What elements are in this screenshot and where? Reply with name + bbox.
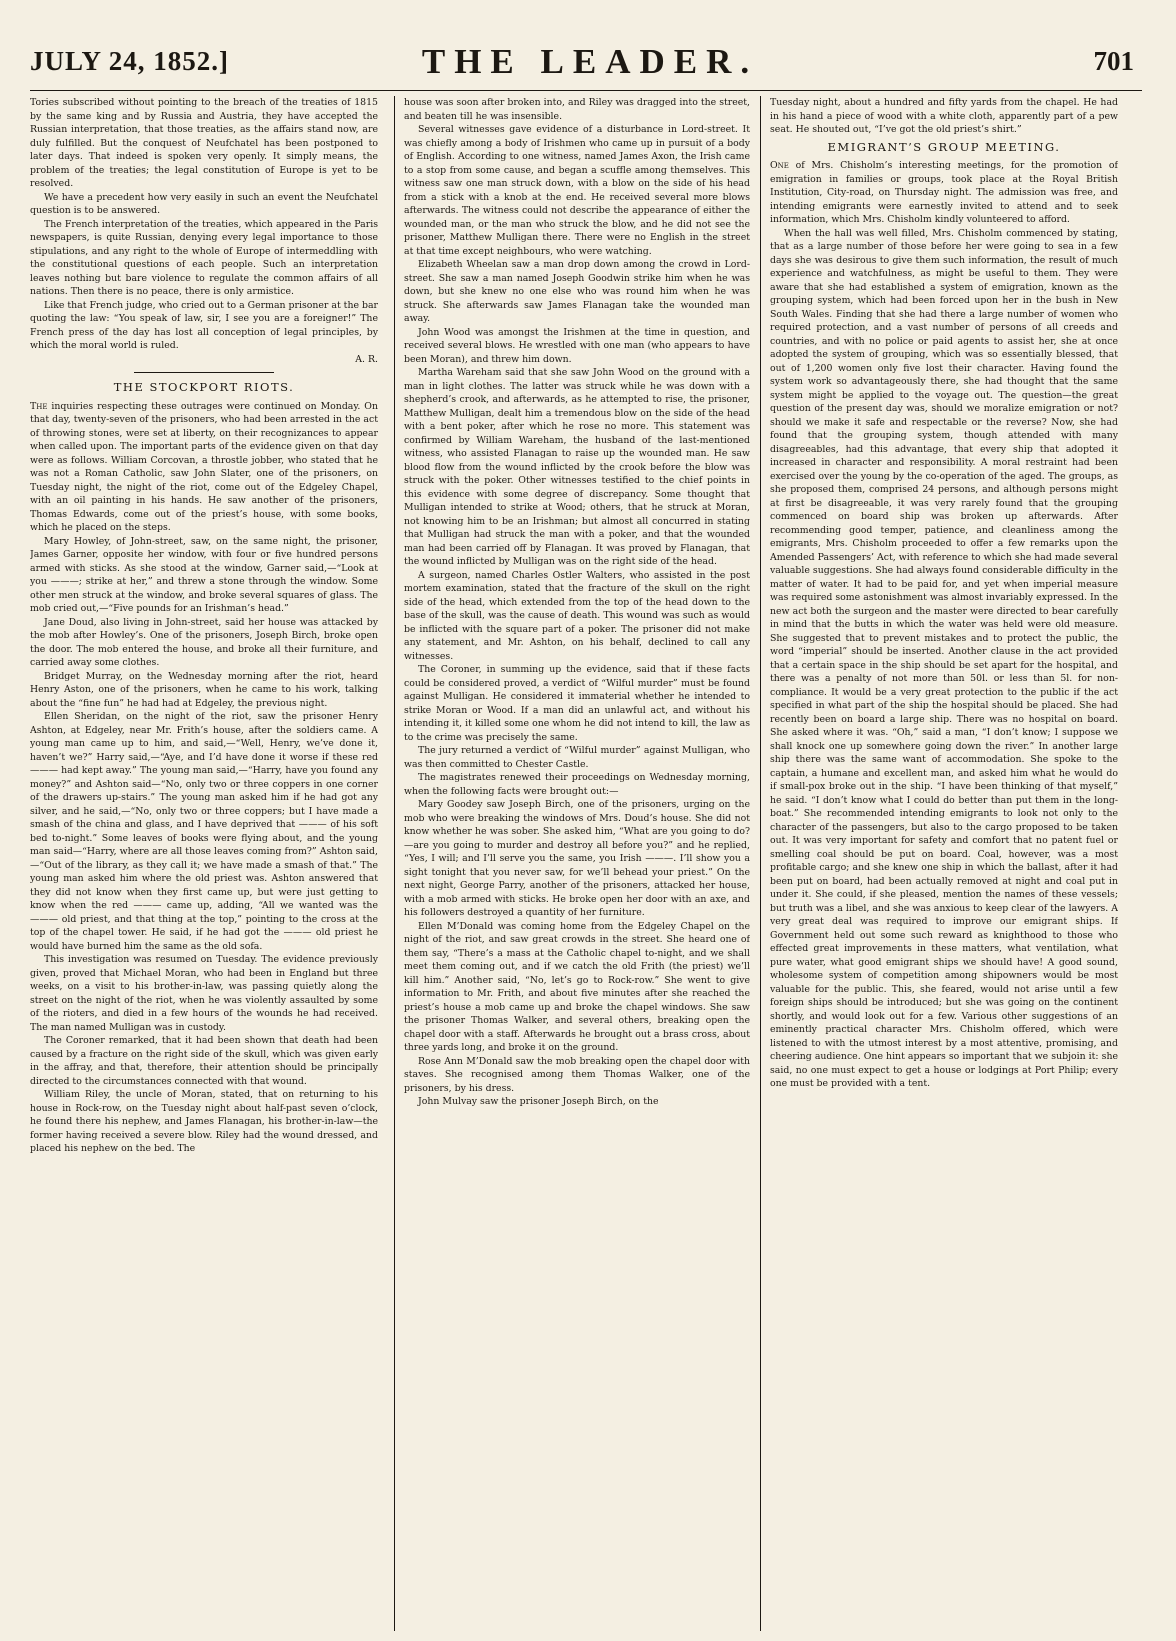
article-paragraph: This investigation was resumed on Tuesday. The evidence previously given, proved that Michael Moran, who had been in England but three weeks, on a visit to his brother-in-law, was passing quietly along the street on the night of the riot, when he was violently assaulted by some of the rioters, and died in a few hours of the wounds he had received. The man named Mulligan was in custody.	[30, 954, 378, 1033]
article-paragraph: The French interpretation of the treaties, which appeared in the Paris newspapers, is quite Russian, denying every legal importance to those stipulations, and any right to the whole of Europe of intermeddling with the constitutional questions of each people. Such an interpretation leaves nothing but bare violence to regulate the common affairs of all nations. Then there is no peace, there is only armistice.	[30, 218, 378, 297]
article-paragraph: Jane Doud, also living in John-street, said her house was attacked by the mob after Howley’s. One of the prisoners, Joseph Birch, broke open the door. The mob entered the house, and broke all their furniture, and carried away some clothes.	[30, 616, 378, 668]
article-paragraph: Martha Wareham said that she saw John Wood on the ground with a man in light clothes. The latter was struck while he was down with a shepherd’s crook, and afterwards, as he attempted to rise, the prisoner, Matthew Mulligan, dealt him a tremendous blow on the side of the head with a bent poker, after which he rose no more. This statement was confirmed by William Wareham, the husband of the last-mentioned witness, who assisted Flanagan to raise up the wounded man. He saw blood flow from the wound inflicted by the crook before the blow was struck with the poker. Other witnesses testified to the chief points in this evidence with some degree of discrepancy. Some thought that Mulligan intended to strike at Wood; others, that he struck at Moran, not knowing him to be an Irishman; but almost all concurred in stating that Mulligan had struck the man with a poker, and that the wounded man had been carried off by Flanagan. It was proved by Flanagan, that the wound inflicted by Mulligan was on the right side of the head.	[404, 367, 750, 567]
article-paragraph: Tuesday night, about a hundred and fifty yards from the chapel. He had in his hand a piece of wood with a white cloth, apparently part of a pew seat. He shouted out, “I’ve got the old priest’s shirt.”	[770, 97, 1118, 135]
article-paragraph: The Coroner remarked, that it had been shown that death had been caused by a fracture on the right side of the skull, which was given early in the affray, and that, therefore, their attention should be principally directed to the circumstances connected with that wound.	[30, 1035, 378, 1087]
lead-word: One	[770, 160, 789, 171]
masthead	[30, 42, 1150, 90]
article-paragraph: John Mulvay saw the prisoner Joseph Birch, on the	[418, 1096, 659, 1107]
page-number: 701	[1093, 46, 1134, 76]
article-paragraph: Ellen M’Donald was coming home from the Edgeley Chapel on the night of the riot, and saw great crowds in the street. She heard one of them say, “There’s a mass at the Catholic chapel to-night, and we shall meet them coming out, and if we catch the old Frith (the priest) we’ll kill him.” Another said, “No, let’s go to Rock-row.” She went to give information to Mr. Frith, and about five minutes after she reached the priest’s house a mob came up and broke the chapel windows. She saw the prisoner Thomas Walker, and several others, breaking open the chapel door with a staff. Afterwards he brought out a brass cross, about three yards long, and broke it on the ground.	[404, 920, 750, 1053]
author-signature: A. R.	[355, 353, 378, 365]
article-paragraph: Bridget Murray, on the Wednesday morning after the riot, heard Henry Aston, one of the prisoners, when he came to his work, talking about the “fine fun” he had had at Edgeley, the previous night.	[30, 670, 378, 709]
paragraph-text: inquiries respecting these outrages were continued on Monday. On that day, twenty-seven of the prisoners, who had been arrested in the act of throwing stones, were set at liberty, on their recognizances to appear when called upon. The important parts of the evidence given on that day were as follows. William Corcovan, a throstle jobber, who stated that he was not a Roman Catholic, saw John Slater, one of the prisoners, on Tuesday night, the night of the riot, come out of the Edgeley Chapel, with an oil painting in his hands. He saw another of the prisoners, Thomas Edwards, come out of the priest’s house, with some books, which he placed on the steps.	[30, 400, 378, 533]
article-paragraph: The jury returned a verdict of “Wilful murder” against Mulligan, who was then committed to Chester Castle.	[404, 745, 750, 770]
newspaper-title: THE LEADER.	[421, 42, 759, 81]
article-paragraph: The magistrates renewed their proceedings on Wednesday morning, when the following facts were brought out:—	[404, 772, 750, 797]
section-heading: EMIGRANT’S GROUP MEETING.	[827, 139, 1061, 154]
column-divider	[394, 96, 395, 1631]
article-paragraph: John Wood was amongst the Irishmen at the time in question, and received several blows. He wrestled with one man (who appears to have been Moran), and threw him down.	[404, 326, 750, 365]
article-paragraph: Several witnesses gave evidence of a disturbance in Lord-street. It was chiefly among a body of Irishmen who came up in pursuit of a body of English. According to one witness, named James Axon, the Irish came to a stop from some cause, and began a scuffle among themselves. This witness saw one man struck down, with a blow on the side of his head from a stick with a knob at the end. He received several more blows afterwards. The witness could not describe the appearance of either the wounded man, or the man who struck the blow, and he did not see the prisoner, Matthew Mulligan there. There were no English in the street at that time except neighbours, who were watching.	[404, 124, 750, 257]
article-paragraph: Rose Ann M’Donald saw the mob breaking open the chapel door with staves. She recognised among them Thomas Walker, one of the prisoners, by his dress.	[404, 1055, 750, 1094]
article-paragraph: Mary Howley, of John-street, saw, on the same night, the prisoner, James Garner, opposite her window, with four or five hundred persons armed with sticks. As she stood at the window, Garner said,—“Look at you ———; strike at her,” and threw a stone through the window. Some other men struck at the window, and broke several squares of glass. The mob cried out,—“Five pounds for an Irishman’s head.”	[30, 535, 378, 614]
article-paragraph: Elizabeth Wheelan saw a man drop down among the crowd in Lord-street. She saw a man named Joseph Goodwin strike him when he was down, but she knew no one else who was round him when he was struck. She afterwards saw James Flanagan take the wounded man away.	[404, 259, 750, 324]
masthead-rule	[30, 90, 1142, 91]
article-paragraph: house was soon after broken into, and Riley was dragged into the street, and beaten till he was insensible.	[404, 97, 750, 122]
article-paragraph	[30, 400, 378, 535]
column-1	[30, 96, 378, 1631]
issue-date: JULY 24, 1852.]	[30, 46, 230, 76]
column-divider	[760, 96, 761, 1631]
article-paragraph: When the hall was well filled, Mrs. Chisholm commenced by stating, that as a large number of those before her were going to sea in a few days she was desirous to give them such information, the result of much experience and watchfulness, as might be useful to them. They were aware that she had established a system of emigration, known as the grouping system, which had been forced upon her in the bush in New South Wales. Finding that she had there a large number of women who required protection, and a vast number of persons of all creeds and countries, and with no police or paid agents to assist her, she at once adopted the system of grouping, which was so essentially blessed, that out of 1,200 women only five lost their character. Having found the system work so advantageously there, she had thought that the same system might be applied to the voyage out. The question—the great question of the present day was, should we moralize emigration or not? should we make it safe and respectable or the reverse? Now, she had found that the grouping system, though attended with many disagreeables, had this advantage, that every ship that adopted it increased in character and responsibility. A moral restraint had been exercised over the young by the co-operation of the aged. The groups, as she proposed them, comprised 24 persons, and although persons might at first be disagreeable, it was very rarely found that the grouping commenced on board ship was broken up afterwards. After recommending good temper, patience, and cleanliness among the emigrants, Mrs. Chisholm proceeded to offer a few remarks upon the Amended Passengers’ Act, with reference to which she had made several valuable suggestions. She had always found considerable difficulty in the matter of water. It had to be paid for, and yet when imperial measure was required some astonishment was almost invariably expressed. In the new act both the surgeon and the master were directed to bear carefully in mind that the butts in which the water was held were old measure. She suggested that to prevent mistakes and to protect the public, the word “imperial” should be inserted. Another clause in the act provided that a certain space in the ship should be set apart for the hospital, and there was a penalty of not more than 50l. or less than 5l. for non-compliance. It would be a very great protection to the public if the act specified in what part of the ship the hospital should be placed. She had recently been on board a large ship. There was no hospital on board. She asked where it was. “Oh,” said a man, “I don’t know; I suppose we shall knock one up somewhere going down the river.” In another large ship there was the same want of accommodation. She spoke to the captain, a humane and excellent man, and asked him what he would do if small-pox broke out in the ship. “I have been thinking of that myself,” he said. “I don’t know what I could do better than put them in the long-boat.” She recommended intending emigrants to look not only to the character of the passengers, but also to the cargo proposed to be taken out. It was very important for safety and comfort that no patent fuel or smelling coal should be put on board. Coal, however, was a most profitable cargo; and she knew one ship in which the ballast, after it had been put on board, had been actually removed at night and coal put in under it. She could, if she pleased, mention the names of these vessels; but truth was a libel, and she was anxious to keep clear of the lawyers. A very great deal was required to improve our emigrant ships. If Government held out some such reward as knighthood to those who effected great improvements in these matters, what ventilation, what pure water, what good emigrant ships we should have! A good sound, wholesome system of competition among shipowners would be most valuable for the public. This, she feared, would not arise until a few foreign ships should be introduced; but she was going on the continent shortly, and would look out for a few. Various other suggestions of an eminently practical character Mrs. Chisholm offered, which were listened to with the utmost interest by a most attentive, promising, and cheering audience. One hint appears so important that we subjoin it: she said, no one must expect to get a house or lodgings at Port Philip; every one must be provided with a tent.	[770, 227, 1118, 1089]
column-2	[404, 96, 750, 1631]
article-paragraph	[770, 159, 1118, 227]
article-paragraph: Ellen Sheridan, on the night of the riot, saw the prisoner Henry Ashton, at Edgeley, near Mr. Frith’s house, after the soldiers came. A young man came up to him, and said,—“Well, Henry, we’ve done it, haven’t we?” Harry said,—“Aye, and I’d have done it worse if these red ——— had kept away.” The young man said,—“Harry, have you found any money?” and Ashton said—“No, only two or three coppers in one corner of the drawers up-stairs.” The young man asked him if he had got any silver, and he said,—“No, only two or three coppers; but I have made a smash of the china and glass, and I have deprived that ——— of his soft bed to-night.” Some leaves of books were flying about, and the young man said—“Harry, where are all those leaves coming from?” Ashton said, —“Out of the library, as they call it; we have made a smash of that.” The young man asked him where the old priest was. Ashton answered that they did not know when they first came up, but were just getting to know when the red ——— came up, adding, “All we wanted was the ——— old priest, and that thing at the top,” pointing to the cross at the top of the chapel tower. He said, if he had got the ——— old priest he would have burned him the same as the old sofa.	[30, 711, 378, 952]
article-paragraph: Mary Goodey saw Joseph Birch, one of the prisoners, urging on the mob who were breaking the windows of Mrs. Doud’s house. She did not know whether he was sober. She asked him, “What are you going to do?—are you going to murder and destroy all before you?” and he replied, “Yes, I will; and I’ll serve you the same, you Irish ———. I’ll show you a sight tonight that you never saw, for we’ll behead your priest.” On the next night, George Parry, another of the prisoners, attacked her house, with a mob armed with sticks. He broke open her door with an axe, and his followers destroyed a quantity of her furniture.	[404, 799, 750, 918]
article-paragraph: The Coroner, in summing up the evidence, said that if these facts could be considered proved, a verdict of “Wilful murder” must be found against Mulligan. He considered it immaterial whether he intended to strike Moran or Wood. If a man did an unlawful act, and without his intending it, it killed some one whom he did not intend to kill, the law as to the crime was precisely the same.	[404, 664, 750, 743]
article-paragraph: William Riley, the uncle of Moran, stated, that on returning to his house in Rock-row, on the Tuesday night about half-past seven o’clock, he found there his nephew, and James Flanagan, his brother-in-law—the former having received a severe blow. Riley had the wound dressed, and placed his nephew on the bed. The	[30, 1089, 378, 1154]
lead-word: The	[30, 400, 48, 412]
article-paragraph: Like that French judge, who cried out to a German prisoner at the bar quoting the law: “You speak of law, sir, I see you are a foreigner!” The French press of the day has lost all conception of legal principles, by which the moral world is ruled.	[30, 299, 378, 351]
article-paragraph: We have a precedent how very easily in such an event the Neufchatel question is to be answered.	[30, 191, 378, 216]
section-divider	[134, 372, 274, 373]
paragraph-text: of Mrs. Chisholm’s interesting meetings, for the promotion of emigration in families or groups, took place at the Royal British Institution, City-road, on Thursday night. The admission was free, and intending emigrants were earnestly invited to attend and to seek information, which Mrs. Chisholm kindly volunteered to afford.	[770, 160, 1118, 225]
section-heading: THE STOCKPORT RIOTS.	[113, 380, 295, 394]
article-paragraph: A surgeon, named Charles Ostler Walters, who assisted in the post mortem examination, stated that the fracture of the skull on the right side of the head, which extended from the top of the head down to the base of the skull, was the cause of death. This wound was such as would be inflicted with the square part of a poker. The prisoner did not make any statement, and Mr. Ashton, on his behalf, declined to call any witnesses.	[404, 569, 750, 662]
article-paragraph: Tories subscribed without pointing to the breach of the treaties of 1815 by the same king and by Russia and Austria, they have accepted the Russian interpretation, that those treaties, as the affairs stand now, are duly fulfilled. But the conquest of Neufchatel has been postponed to later days. That indeed is spoken very openly. It simply means, the problem of the treaties; the legal constitution of Europe is yet to be resolved.	[30, 97, 378, 189]
column-3	[770, 96, 1118, 1631]
